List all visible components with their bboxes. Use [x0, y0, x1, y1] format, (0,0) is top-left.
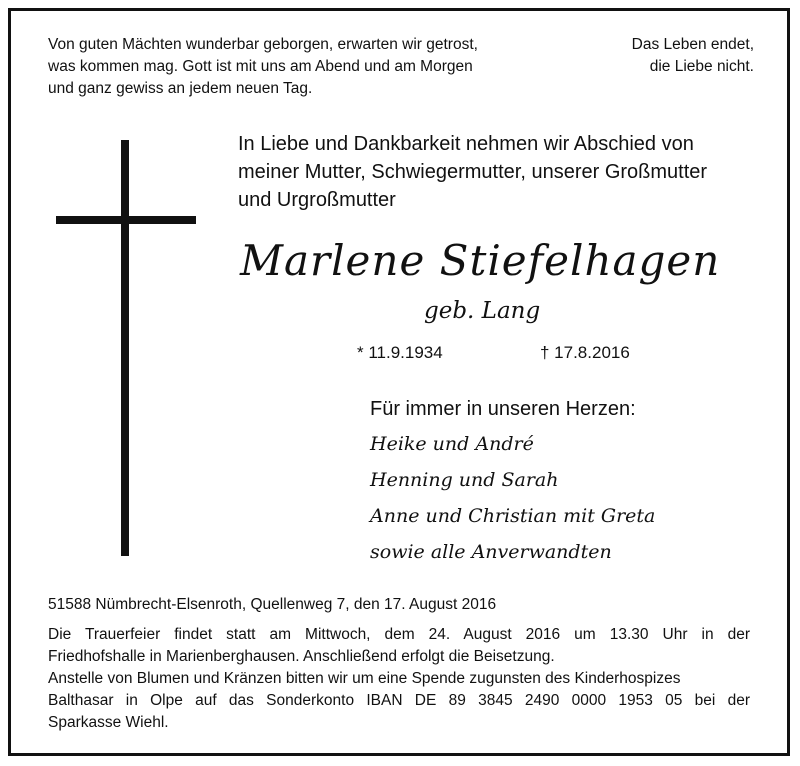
- service-line: Sparkasse Wiehl.: [48, 714, 169, 731]
- mourners-list: [370, 426, 655, 570]
- mourner-entry: sowie alle Anverwandten: [370, 541, 612, 563]
- mourner-entry: Henning und Sarah: [370, 469, 559, 491]
- death-date: † 17.8.2016: [540, 343, 630, 362]
- service-line: Balthasar in Olpe auf das Sonderkonto IBAN DE 89 3845 2490 0000 1953 05 bei der: [48, 692, 750, 709]
- deceased-name: Marlene Stiefelhagen: [240, 236, 721, 285]
- motto-line: Das Leben endet,: [631, 36, 754, 53]
- cross-icon-horizontal-bar: [56, 216, 196, 224]
- maiden-name: geb. Lang: [424, 298, 541, 324]
- motto-block: [590, 34, 754, 78]
- cross-icon-vertical-bar: [121, 140, 129, 556]
- quote-line: und ganz gewiss an jedem neuen Tag.: [48, 80, 313, 97]
- intro-text: [238, 130, 778, 214]
- mourners-heading: Für immer in unseren Herzen:: [370, 398, 636, 420]
- service-line: Die Trauerfeier findet statt am Mittwoch, dem 24. August 2016 um 13.30 Uhr in der: [48, 626, 750, 643]
- intro-line: und Urgroßmutter: [238, 189, 396, 211]
- footer-block: [48, 594, 750, 734]
- quote-line: Von guten Mächten wunderbar geborgen, erwarten wir getrost,: [48, 36, 478, 53]
- motto-line: die Liebe nicht.: [649, 58, 754, 75]
- intro-line: In Liebe und Dankbarkeit nehmen wir Abschied von: [238, 133, 694, 155]
- birth-date: * 11.9.1934: [357, 343, 443, 362]
- quote-line: was kommen mag. Gott ist mit uns am Abend und am Morgen: [48, 58, 473, 75]
- mourner-entry: Heike und André: [370, 433, 534, 455]
- intro-line: meiner Mutter, Schwiegermutter, unserer Großmutter: [238, 161, 708, 183]
- address-line: 51588 Nümbrecht-Elsenroth, Quellenweg 7, den 17. August 2016: [48, 596, 497, 613]
- quote-block: [48, 34, 568, 100]
- service-line: Friedhofshalle in Marienberghausen. Anschließend erfolgt die Beisetzung.: [48, 648, 555, 665]
- service-line: Anstelle von Blumen und Kränzen bitten wir um eine Spende zugunsten des Kinderhospizes: [48, 670, 681, 687]
- mourner-entry: Anne und Christian mit Greta: [370, 505, 656, 527]
